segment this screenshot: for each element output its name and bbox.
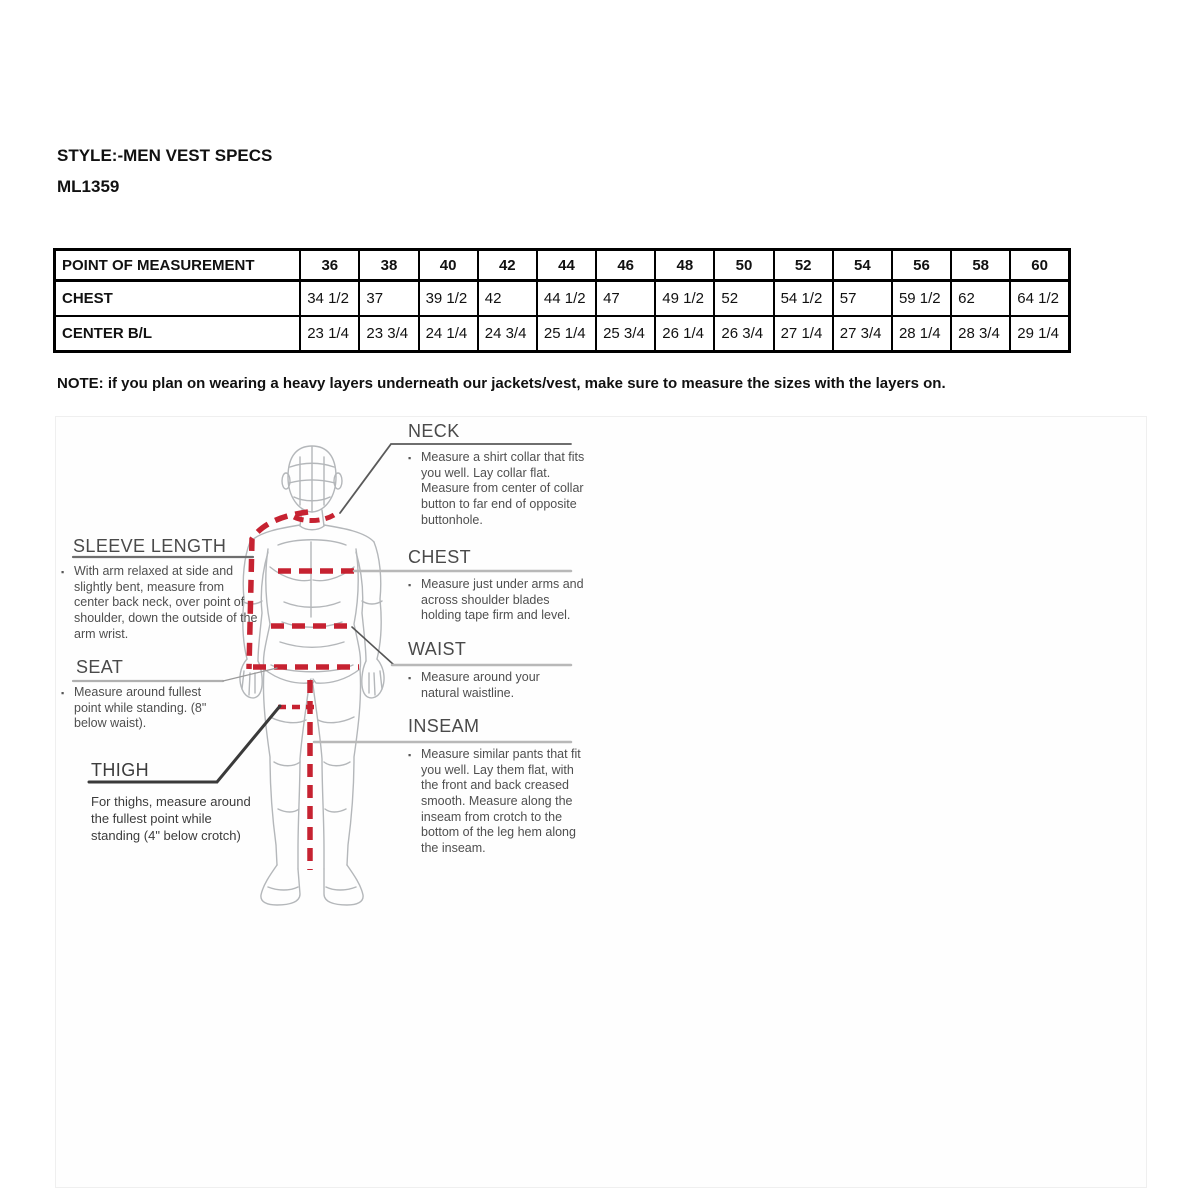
bullet-icon: ▪ <box>61 688 65 698</box>
cell-value: 28 1/4 <box>892 316 951 352</box>
cell-value: 27 3/4 <box>833 316 892 352</box>
section-title-waist: WAIST <box>408 639 467 659</box>
section-desc-inseam <box>408 747 586 856</box>
section-desc-thigh <box>91 793 263 844</box>
bullet-icon: ▪ <box>408 580 412 590</box>
cell-value: 26 3/4 <box>714 316 773 352</box>
cell-value: 44 1/2 <box>537 281 596 317</box>
cell-value: 29 1/4 <box>1010 316 1069 352</box>
section-desc-text: Measure around your natural waistline. <box>421 670 540 700</box>
column-header-size: 50 <box>714 250 773 281</box>
column-header-size: 36 <box>300 250 359 281</box>
column-header-size: 52 <box>774 250 833 281</box>
cell-value: 42 <box>478 281 537 317</box>
section-desc-chest <box>408 577 588 624</box>
cell-value: 28 3/4 <box>951 316 1010 352</box>
cell-value: 24 3/4 <box>478 316 537 352</box>
section-desc-text: Measure just under arms and across shoulder blades holding tape firm and level. <box>421 577 584 623</box>
section-desc-text: Measure around fullest point while standing. (8" below waist). <box>74 685 207 731</box>
section-desc-text: Measure similar pants that fit you well. Lay them flat, with the front and back creased smooth. Measure along the inseam from crotch to the bottom of the leg hem along the inseam. <box>421 747 581 855</box>
cell-value: 39 1/2 <box>419 281 478 317</box>
cell-value: 64 1/2 <box>1010 281 1069 317</box>
cell-value: 49 1/2 <box>655 281 714 317</box>
table-row-center-bl <box>55 316 1070 352</box>
page-title: STYLE:-MEN VEST SPECS <box>57 146 273 165</box>
bullet-icon: ▪ <box>408 750 412 760</box>
bullet-icon: ▪ <box>408 453 412 463</box>
note-text: NOTE: if you plan on wearing a heavy layers underneath our jackets/vest, make sure to measure the sizes with the layers on. <box>57 375 946 392</box>
table-header-row <box>55 250 1070 281</box>
cell-value: 23 3/4 <box>359 316 418 352</box>
section-desc-seat <box>61 685 226 732</box>
bullet-icon: ▪ <box>61 567 65 577</box>
cell-value: 37 <box>359 281 418 317</box>
section-desc-neck <box>408 450 586 528</box>
cell-value: 24 1/4 <box>419 316 478 352</box>
cell-value: 23 1/4 <box>300 316 359 352</box>
section-desc-text: Measure a shirt collar that fits you well. Lay collar flat. Measure from center of collar button to far end of opposite buttonhole. <box>421 450 585 527</box>
cell-value: 34 1/2 <box>300 281 359 317</box>
cell-value: 47 <box>596 281 655 317</box>
table-row-chest <box>55 281 1070 317</box>
column-header-size: 48 <box>655 250 714 281</box>
size-chart-table <box>53 248 1071 353</box>
section-title-neck: NECK <box>408 421 460 441</box>
row-label: CHEST <box>55 281 301 317</box>
column-header-measurement: POINT OF MEASUREMENT <box>55 250 301 281</box>
section-desc-sleeve-length <box>61 564 261 642</box>
column-header-size: 40 <box>419 250 478 281</box>
cell-value: 62 <box>951 281 1010 317</box>
column-header-size: 54 <box>833 250 892 281</box>
section-title-seat: SEAT <box>76 657 124 677</box>
measurement-diagram <box>55 416 1147 1188</box>
cell-value: 25 3/4 <box>596 316 655 352</box>
cell-value: 27 1/4 <box>774 316 833 352</box>
bullet-icon: ▪ <box>408 673 412 683</box>
column-header-size: 42 <box>478 250 537 281</box>
section-desc-text: With arm relaxed at side and slightly bent, measure from center back neck, over point of shoulder, down the outside of the arm wrist. <box>74 564 258 641</box>
cell-value: 25 1/4 <box>537 316 596 352</box>
section-title-inseam: INSEAM <box>408 716 480 736</box>
column-header-size: 60 <box>1010 250 1069 281</box>
style-code: ML1359 <box>57 177 120 196</box>
section-desc-waist <box>408 670 573 701</box>
cell-value: 59 1/2 <box>892 281 951 317</box>
section-desc-text: For thighs, measure around the fullest point while standing (4" below crotch) <box>91 794 251 844</box>
column-header-size: 58 <box>951 250 1010 281</box>
column-header-size: 56 <box>892 250 951 281</box>
cell-value: 52 <box>714 281 773 317</box>
cell-value: 57 <box>833 281 892 317</box>
row-label: CENTER B/L <box>55 316 301 352</box>
column-header-size: 46 <box>596 250 655 281</box>
section-title-chest: CHEST <box>408 547 472 567</box>
column-header-size: 38 <box>359 250 418 281</box>
cell-value: 26 1/4 <box>655 316 714 352</box>
column-header-size: 44 <box>537 250 596 281</box>
section-title-sleeve-length: SLEEVE LENGTH <box>73 536 227 556</box>
section-title-thigh: THIGH <box>91 760 149 780</box>
cell-value: 54 1/2 <box>774 281 833 317</box>
